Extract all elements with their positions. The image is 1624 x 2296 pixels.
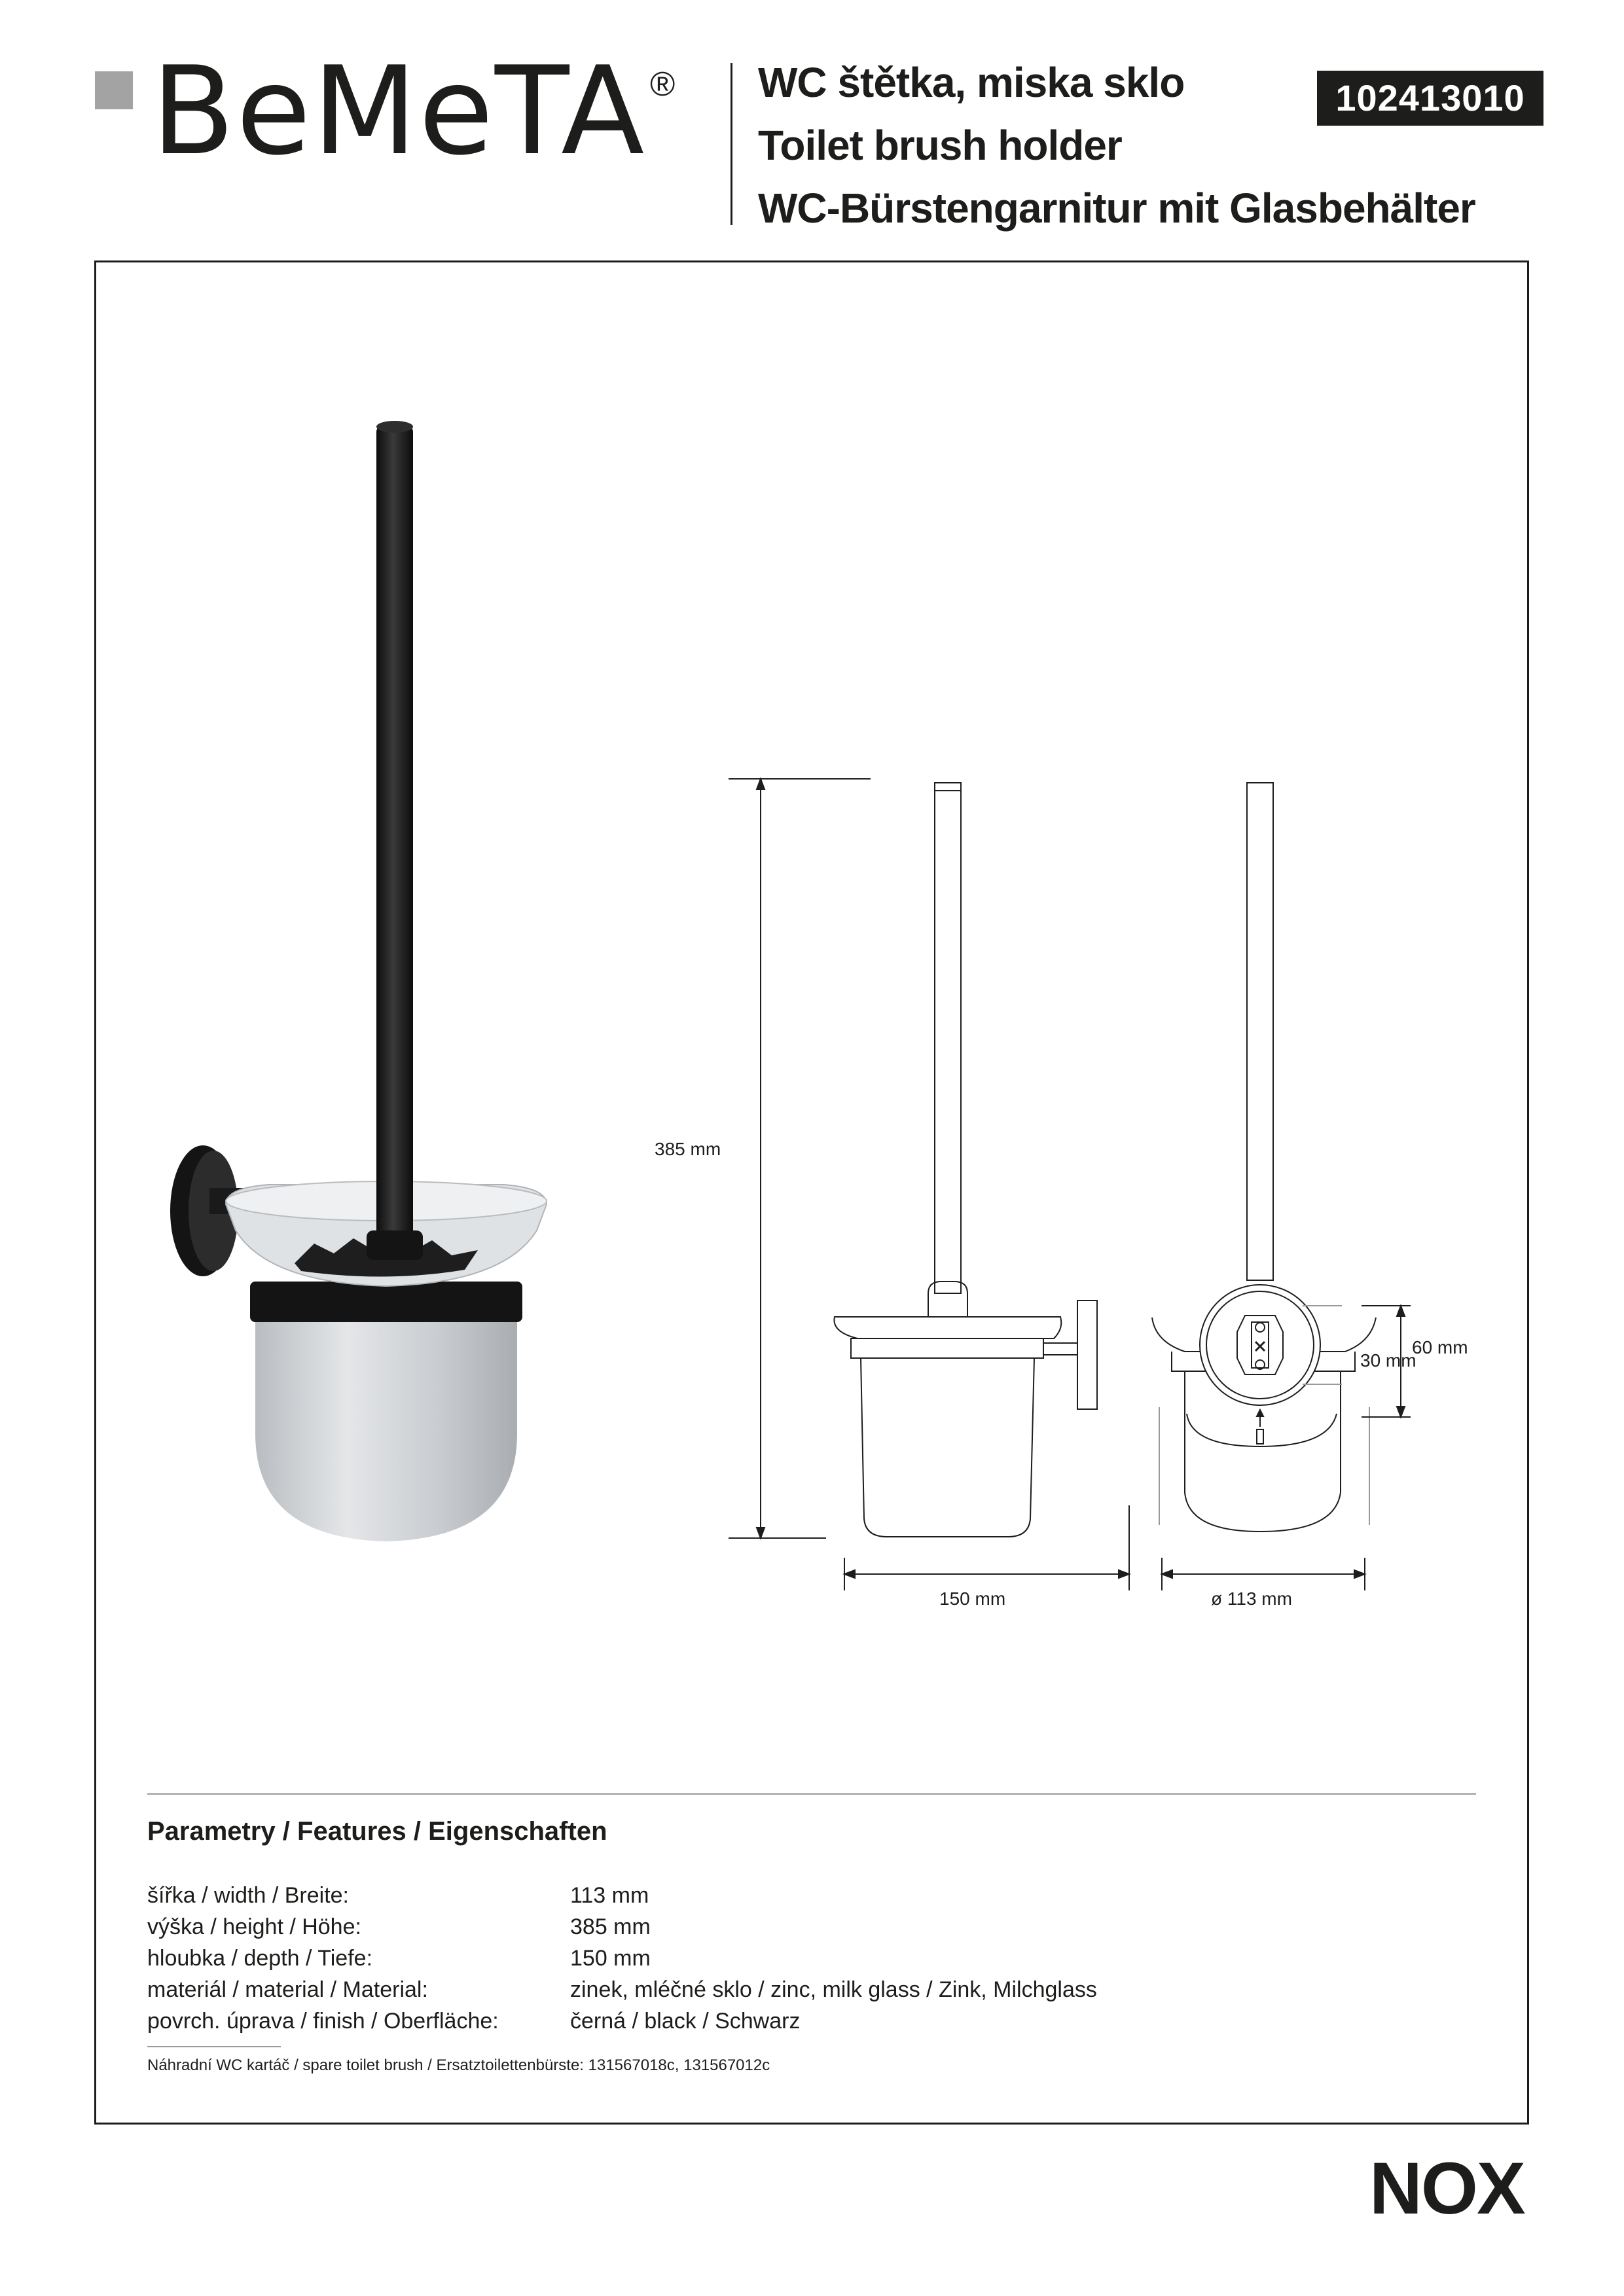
spec-row-depth (147, 1943, 1391, 1974)
specs-divider (147, 1793, 1476, 1795)
registered-mark: ® (650, 65, 676, 103)
spec-value: 113 mm (570, 1883, 649, 1908)
product-title-cs: WC štětka, miska sklo (758, 59, 1185, 106)
mount-height-label: 60 mm (1412, 1337, 1468, 1357)
diameter-dimension-label: ø 113 mm (1211, 1588, 1292, 1609)
spec-value: zinek, mléčné sklo / zinc, milk glass / Zink, Milchglass (570, 1977, 1097, 2002)
product-code-badge: 102413010 (1317, 71, 1543, 126)
spec-label: povrch. úprava / finish / Oberfläche: (147, 2009, 499, 2034)
spec-row-width (147, 1880, 1391, 1911)
technical-drawing (641, 753, 1512, 1636)
spec-value: 150 mm (570, 1946, 651, 1971)
spec-label: materiál / material / Material: (147, 1977, 428, 2002)
front-view (1152, 783, 1376, 1532)
product-title-de: WC-Bürstengarnitur mit Glasbehälter (758, 185, 1475, 232)
height-dimension-label: 385 mm (655, 1139, 721, 1159)
glass-cup (255, 1289, 517, 1541)
spare-part-note: Náhradní WC kartáč / spare toilet brush / Ersatztoilettenbürste: 131567018c, 131567012c (147, 2056, 770, 2074)
product-title-en: Toilet brush holder (758, 122, 1122, 169)
spec-value: 385 mm (570, 1914, 651, 1939)
spec-label: šířka / width / Breite: (147, 1883, 349, 1908)
spec-value: černá / black / Schwarz (570, 2009, 801, 2034)
spec-row-finish (147, 2005, 1391, 2037)
note-divider (147, 2046, 281, 2047)
product-photo (137, 412, 609, 1571)
mount-offset-label: 30 mm (1360, 1350, 1416, 1371)
spec-label: výška / height / Höhe: (147, 1914, 361, 1939)
metal-ring (250, 1282, 522, 1322)
side-view (834, 783, 1097, 1537)
spec-row-material (147, 1974, 1391, 2005)
width-dimension-label: 150 mm (939, 1588, 1006, 1609)
spec-label: hloubka / depth / Tiefe: (147, 1946, 373, 1971)
logo-square (95, 71, 133, 109)
brand-logo (95, 40, 684, 182)
spec-row-height (147, 1911, 1391, 1943)
logo-wordmark: BeMeTA (151, 40, 646, 182)
specs-heading: Parametry / Features / Eigenschaften (147, 1817, 607, 1846)
brush-handle (376, 425, 413, 1244)
header-divider (731, 63, 732, 225)
series-name: NOX (1369, 2147, 1525, 2229)
